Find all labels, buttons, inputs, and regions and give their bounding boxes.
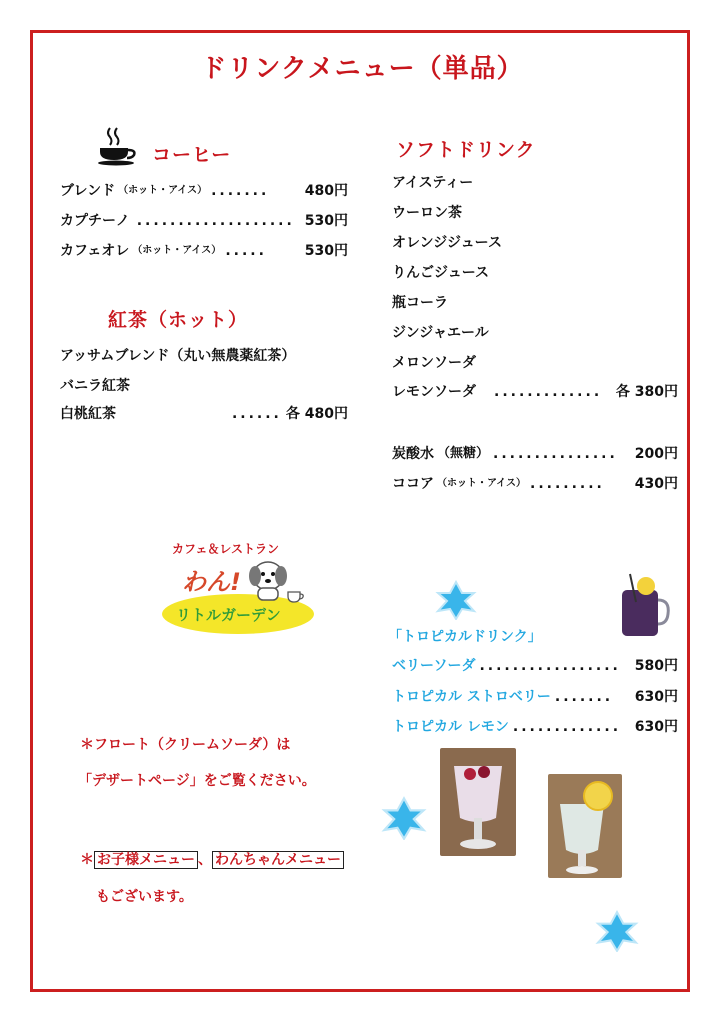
star-decoration-icon [434, 580, 478, 620]
float-note-line1: ＊フロート（クリームソーダ）は [80, 737, 291, 753]
dog-icon [248, 558, 288, 602]
tropical-item: トロピカル ストロベリー ....... 630円 [392, 689, 678, 705]
kids-note-line1: ＊ お子様メニュー 、 わんちゃんメニュー [80, 849, 344, 869]
dog-menu-box: わんちゃんメニュー [212, 851, 344, 869]
logo-name: リトルガーデン [176, 606, 281, 624]
page-title: ドリンクメニュー（単品） [200, 54, 524, 84]
kids-menu-box: お子様メニュー [94, 851, 198, 869]
soft-drink-item: レモンソーダ ............. 各 380円 [392, 384, 678, 400]
soft-drink-item: オレンジジュース [392, 235, 502, 251]
soft-drink-item: りんごジュース [392, 265, 490, 281]
coffee-item: カフェオレ （ホット・アイス） ..... 530円 [60, 243, 348, 259]
tea-item: 白桃紅茶 ...... 各 480円 [60, 406, 348, 422]
tropical-item: トロピカル レモン ............. 630円 [392, 719, 678, 735]
soft-drink-item: 瓶コーラ [392, 295, 448, 311]
strawberry-drink-photo [440, 748, 516, 856]
tea-item: アッサムブレンド（丸い無農薬紅茶） [60, 348, 296, 364]
teacup-icon [286, 588, 306, 604]
tropical-item: ベリーソーダ ................. 580円 [392, 658, 678, 674]
logo-wan: わん! [182, 568, 241, 596]
restaurant-logo [160, 540, 320, 640]
soft-drink-heading: ソフトドリンク [396, 139, 536, 161]
kids-note-line2: もございます。 [96, 889, 193, 905]
soft-drink-item: メロンソーダ [392, 355, 476, 371]
coffee-heading: コーヒー [152, 144, 232, 166]
coffee-item: カプチーノ ................... 530円 [60, 213, 348, 229]
soft-drink-item: 炭酸水 （無糖） ............... 200円 [392, 446, 678, 462]
star-decoration-icon [594, 910, 640, 952]
coffee-cup-icon [96, 126, 142, 166]
float-note-line2: 「デザートページ」をご覧ください。 [78, 773, 316, 789]
soft-drink-item: アイスティー [392, 175, 474, 191]
tropical-heading: 「トロピカルドリンク」 [388, 629, 542, 645]
soft-drink-item: ココア （ホット・アイス） ......... 430円 [392, 476, 678, 492]
soft-drink-item: ウーロン茶 [392, 205, 462, 221]
star-decoration-icon [380, 796, 428, 840]
tea-item: バニラ紅茶 [60, 378, 130, 394]
tea-heading: 紅茶（ホット） [108, 309, 249, 331]
coffee-item: ブレンド （ホット・アイス） ....... 480円 [60, 183, 348, 199]
berry-soda-photo [612, 572, 674, 642]
lemon-drink-photo [548, 774, 622, 878]
logo-tagline: カフェ＆レストラン [172, 542, 280, 556]
soft-drink-item: ジンジャエール [392, 325, 489, 341]
